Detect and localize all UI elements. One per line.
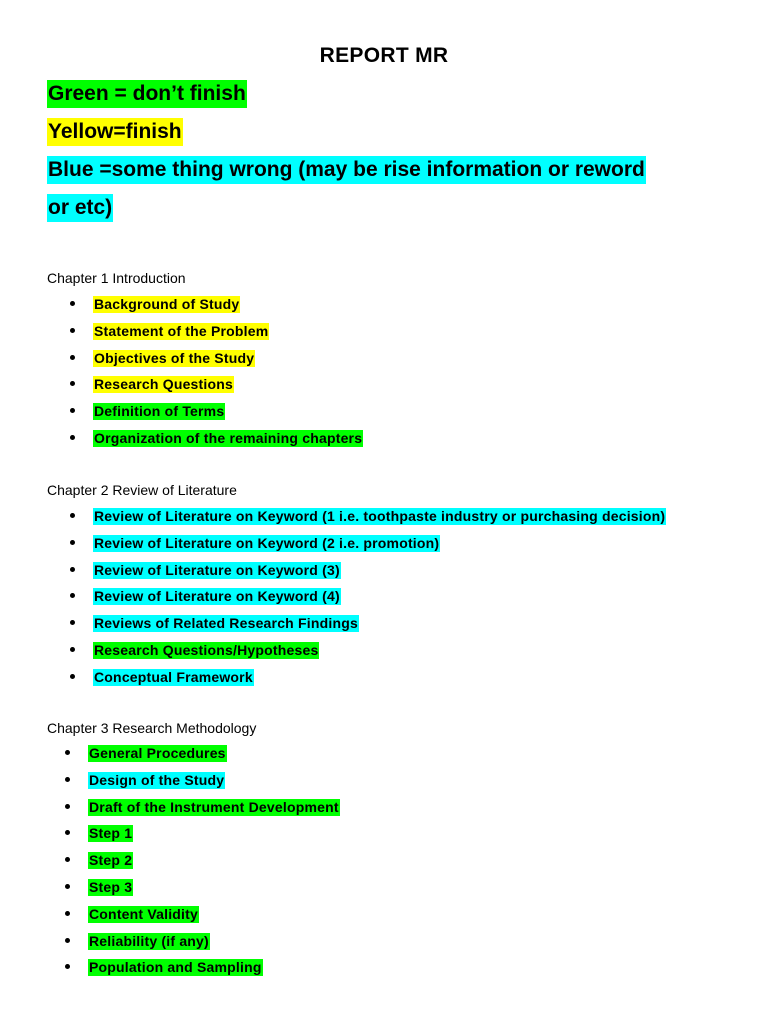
list-item xyxy=(93,430,363,457)
chapter-2-list xyxy=(93,508,666,696)
list-item-label: Step 2 xyxy=(89,852,133,869)
legend-blue-line2: or etc) xyxy=(47,194,113,222)
chapter-3-list xyxy=(88,745,340,986)
bullet-icon xyxy=(70,674,75,679)
list-item-label: Content Validity xyxy=(89,905,198,922)
list-item xyxy=(93,642,666,669)
page-title: REPORT MR xyxy=(319,44,449,67)
list-item-label: Step 1 xyxy=(89,825,133,842)
bullet-icon xyxy=(70,381,75,386)
list-item xyxy=(93,562,666,589)
list-item xyxy=(93,296,363,323)
list-item xyxy=(88,745,340,772)
list-item-label: Conceptual Framework xyxy=(94,668,253,685)
bullet-icon xyxy=(70,540,75,545)
list-item xyxy=(88,772,340,799)
chapter-1-heading: Chapter 1 Introduction xyxy=(47,270,186,286)
bullet-icon xyxy=(65,857,70,862)
legend-green: Green = don’t finish xyxy=(47,80,247,108)
bullet-icon xyxy=(65,938,70,943)
list-item xyxy=(93,376,363,403)
bullet-icon xyxy=(65,750,70,755)
bullet-icon xyxy=(70,408,75,413)
bullet-icon xyxy=(70,567,75,572)
bullet-icon xyxy=(65,911,70,916)
bullet-icon xyxy=(70,355,75,360)
list-item xyxy=(93,535,666,562)
list-item-label: Review of Literature on Keyword (1 i.e. toothpaste industry or purchasing decision) xyxy=(94,508,666,524)
bullet-icon xyxy=(65,830,70,835)
list-item xyxy=(88,959,340,986)
list-item xyxy=(88,879,340,906)
list-item-label: Design of the Study xyxy=(89,771,225,788)
list-item xyxy=(93,350,363,377)
list-item-label: Step 3 xyxy=(89,878,133,895)
list-item-label: General Procedures xyxy=(89,745,226,761)
list-item xyxy=(93,615,666,642)
legend-yellow: Yellow=finish xyxy=(47,118,183,146)
list-item-label: Review of Literature on Keyword (2 i.e. promotion) xyxy=(94,534,440,551)
list-item-label: Population and Sampling xyxy=(89,959,262,976)
list-item-label: Reviews of Related Research Findings xyxy=(94,615,358,632)
list-item xyxy=(88,933,340,960)
list-item xyxy=(93,588,666,615)
list-item xyxy=(88,799,340,826)
list-item-label: Reliability (if any) xyxy=(89,932,209,949)
color-legend xyxy=(47,75,717,227)
list-item-label: Statement of the Problem xyxy=(94,322,269,339)
list-item-label: Research Questions xyxy=(94,376,233,393)
chapter-2-heading: Chapter 2 Review of Literature xyxy=(47,482,237,498)
list-item-label: Research Questions/Hypotheses xyxy=(94,641,319,658)
list-item xyxy=(93,508,666,535)
list-item xyxy=(93,669,666,696)
bullet-icon xyxy=(65,964,70,969)
bullet-icon xyxy=(70,647,75,652)
list-item-label: Review of Literature on Keyword (4) xyxy=(94,588,340,605)
list-item-label: Definition of Terms xyxy=(94,403,225,420)
chapter-3-heading: Chapter 3 Research Methodology xyxy=(47,720,257,736)
bullet-icon xyxy=(70,328,75,333)
list-item xyxy=(93,403,363,430)
bullet-icon xyxy=(70,435,75,440)
list-item-label: Draft of the Instrument Development xyxy=(89,798,339,815)
bullet-icon xyxy=(70,593,75,598)
list-item xyxy=(88,906,340,933)
list-item xyxy=(93,323,363,350)
list-item xyxy=(88,852,340,879)
bullet-icon xyxy=(65,777,70,782)
bullet-icon xyxy=(70,513,75,518)
chapter-1-list xyxy=(93,296,363,457)
legend-blue-line1: Blue =some thing wrong (may be rise information or reword xyxy=(47,156,646,184)
list-item-label: Review of Literature on Keyword (3) xyxy=(94,561,340,578)
list-item-label: Organization of the remaining chapters xyxy=(94,429,363,446)
bullet-icon xyxy=(70,301,75,306)
list-item-label: Background of Study xyxy=(94,296,240,312)
bullet-icon xyxy=(70,620,75,625)
list-item xyxy=(88,825,340,852)
list-item-label: Objectives of the Study xyxy=(94,349,255,366)
bullet-icon xyxy=(65,804,70,809)
bullet-icon xyxy=(65,884,70,889)
